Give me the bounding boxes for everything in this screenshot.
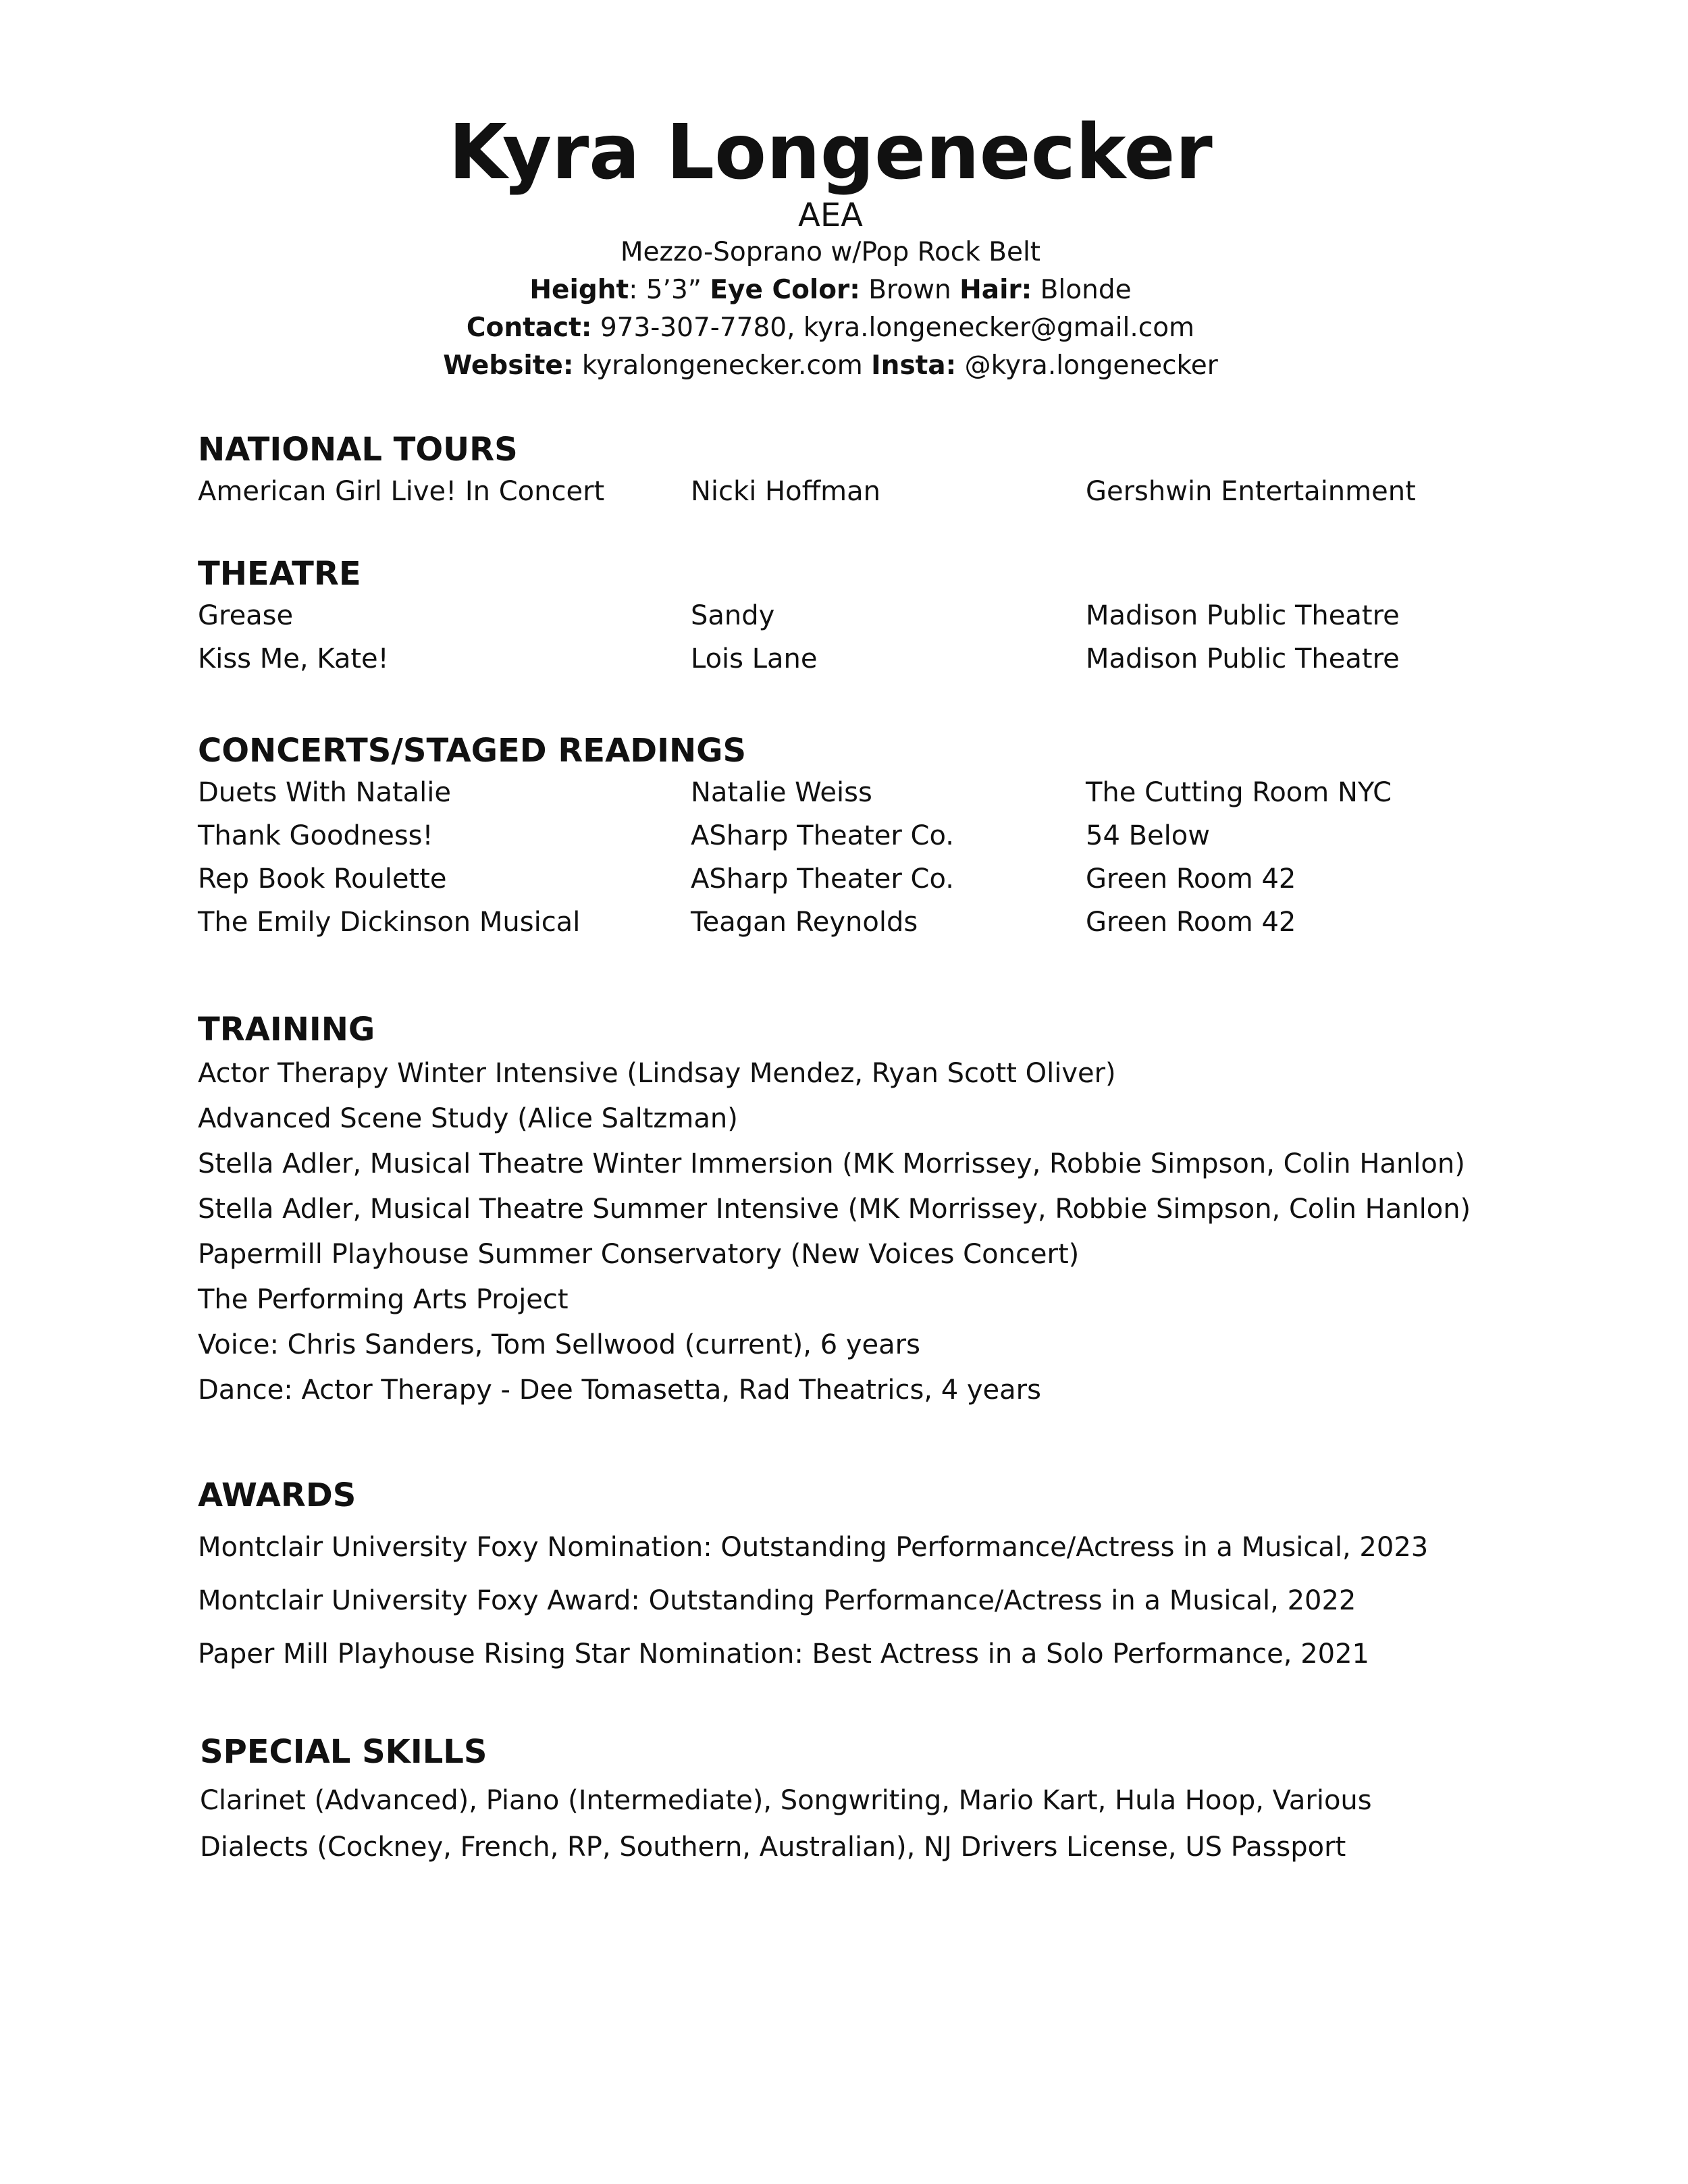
height-label: Height [529, 275, 629, 305]
section-concerts [198, 730, 1582, 944]
credit-company: Green Room 42 [1086, 863, 1296, 895]
section-special-skills [200, 1732, 1584, 1871]
credit-company: Green Room 42 [1086, 907, 1296, 938]
training-item: Voice: Chris Sanders, Tom Sellwood (current), 6 years [198, 1329, 920, 1360]
section-title: SPECIAL SKILLS [200, 1733, 487, 1771]
insta-value: @kyra.longenecker [964, 350, 1218, 381]
section-national-tours [198, 429, 1582, 513]
credit-role: Sandy [691, 600, 775, 631]
credit-role: Natalie Weiss [691, 777, 872, 808]
credit-row [198, 814, 1582, 857]
section-training [198, 1009, 1582, 1413]
credit-row [198, 857, 1582, 901]
credit-role: Nicki Hoffman [691, 476, 880, 507]
training-item: Advanced Scene Study (Alice Saltzman) [198, 1103, 738, 1134]
web-line [0, 347, 1661, 385]
resume-header [0, 108, 1661, 385]
award-item: Montclair University Foxy Award: Outstanding Performance/Actress in a Musical, 2022 [198, 1585, 1356, 1616]
section-awards [198, 1475, 1582, 1681]
credit-role: ASharp Theater Co. [691, 863, 954, 895]
credit-role: Teagan Reynolds [691, 907, 918, 938]
award-item: Montclair University Foxy Nomination: Outstanding Performance/Actress in a Musical, 2023 [198, 1532, 1429, 1563]
training-item: Actor Therapy Winter Intensive (Lindsay Mendez, Ryan Scott Oliver) [198, 1058, 1116, 1089]
credit-company: Madison Public Theatre [1086, 643, 1400, 674]
credit-row [198, 901, 1582, 944]
credit-role: ASharp Theater Co. [691, 820, 954, 851]
credit-show: American Girl Live! In Concert [198, 476, 605, 507]
credit-show: Grease [198, 600, 294, 631]
skills-line: Clarinet (Advanced), Piano (Intermediate), Songwriting, Mario Kart, Hula Hoop, Various [200, 1785, 1372, 1816]
voice-type: Mezzo-Soprano w/Pop Rock Belt [620, 237, 1041, 267]
credit-company: The Cutting Room NYC [1086, 777, 1392, 808]
credit-role: Lois Lane [691, 643, 818, 674]
section-title: THEATRE [198, 555, 361, 593]
credit-show: Kiss Me, Kate! [198, 643, 389, 674]
credit-company: 54 Below [1086, 820, 1210, 851]
credit-show: Duets With Natalie [198, 777, 451, 808]
website-value: kyralongenecker.com [581, 350, 863, 381]
credit-show: The Emily Dickinson Musical [198, 907, 581, 938]
training-item: Dance: Actor Therapy - Dee Tomasetta, Rad Theatrics, 4 years [198, 1375, 1041, 1406]
performer-name: Kyra Longenecker [448, 109, 1213, 196]
contact-line [0, 309, 1661, 347]
insta-label: Insta: [871, 350, 957, 381]
skills-line: Dialects (Cockney, French, RP, Southern, Australian), NJ Drivers License, US Passport [200, 1832, 1346, 1863]
physical-stats [0, 271, 1661, 309]
section-title: NATIONAL TOURS [198, 431, 518, 469]
section-theatre [198, 554, 1582, 681]
eye-color-label: Eye Color: [710, 275, 860, 305]
website-label: Website: [443, 350, 574, 381]
credit-row [198, 637, 1582, 681]
section-title: TRAINING [198, 1011, 375, 1048]
credit-company: Madison Public Theatre [1086, 600, 1400, 631]
training-item: Papermill Playhouse Summer Conservatory (New Voices Concert) [198, 1239, 1080, 1270]
hair-label: Hair: [959, 275, 1032, 305]
eye-color-value: Brown [868, 275, 951, 305]
section-title: AWARDS [198, 1476, 357, 1514]
hair-value: Blonde [1040, 275, 1132, 305]
credit-row [198, 771, 1582, 814]
credit-show: Rep Book Roulette [198, 863, 447, 895]
credit-show: Thank Goodness! [198, 820, 433, 851]
credit-company: Gershwin Entertainment [1086, 476, 1416, 507]
union-affiliation: AEA [798, 196, 863, 234]
credit-row [198, 594, 1582, 637]
training-item: Stella Adler, Musical Theatre Summer Intensive (MK Morrissey, Robbie Simpson, Colin Hanlon) [198, 1194, 1471, 1225]
training-item: The Performing Arts Project [198, 1284, 569, 1315]
training-item: Stella Adler, Musical Theatre Winter Immersion (MK Morrissey, Robbie Simpson, Colin Hanlon) [198, 1148, 1465, 1179]
credit-row [198, 470, 1582, 513]
height-value: : 5’3” [629, 275, 702, 305]
award-item: Paper Mill Playhouse Rising Star Nomination: Best Actress in a Solo Performance, 2021 [198, 1639, 1369, 1670]
contact-value: 973-307-7780, kyra.longenecker@gmail.com [600, 313, 1195, 343]
section-title: CONCERTS/STAGED READINGS [198, 732, 747, 770]
contact-label: Contact: [466, 313, 592, 343]
